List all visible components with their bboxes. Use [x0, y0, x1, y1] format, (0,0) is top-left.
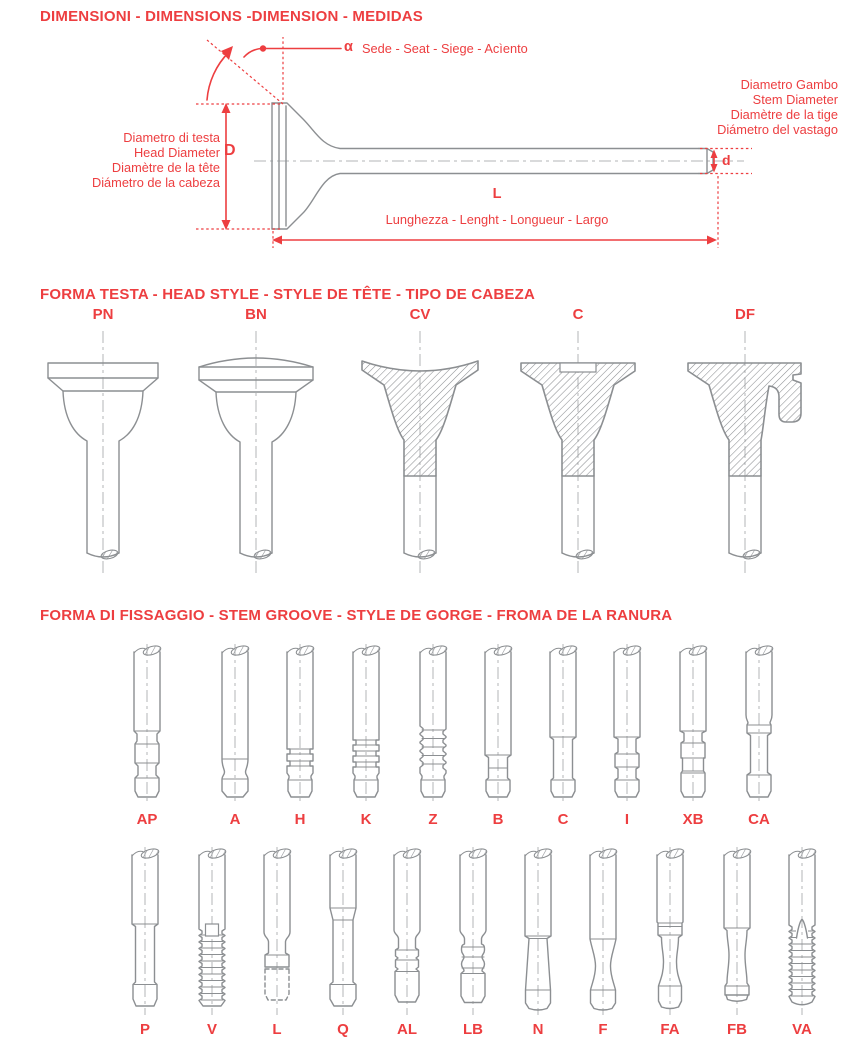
stem-groove-item-b: [470, 642, 526, 828]
head-style-item-c: [503, 306, 653, 577]
stem-groove-item-f: [575, 845, 631, 1038]
stem-groove-figure-fa: [642, 845, 698, 1017]
stem-groove-label: FB: [727, 1021, 747, 1038]
stem-groove-label: AP: [136, 811, 158, 828]
stem-diameter-label: [598, 77, 838, 137]
head-style-label: DF: [735, 306, 755, 323]
stem-groove-label: K: [360, 811, 372, 828]
stem-groove-figure-ca: [731, 642, 787, 807]
head-style-item-bn: [181, 306, 331, 577]
stem-diameter-line-1: Diametro Gambo: [740, 77, 838, 92]
head-style-figure-cv: [345, 325, 495, 577]
stem-groove-label: Z: [428, 811, 438, 828]
stem-groove-label: H: [294, 811, 306, 828]
stem-groove-label: F: [598, 1021, 608, 1038]
stem-diameter-line-2: Stem Diameter: [752, 92, 838, 107]
length-label: Lunghezza - Lenght - Longueur - Largo: [385, 212, 609, 227]
head-diameter-line-2: Head Diameter: [133, 145, 220, 160]
stem-groove-figure-ap: [119, 642, 175, 807]
stem-groove-figure-va: [774, 845, 830, 1017]
stem-groove-figure-c: [535, 642, 591, 807]
head-style-label: C: [572, 306, 584, 323]
stem-groove-figure-i: [599, 642, 655, 807]
head-styles-section-title: FORMA TESTA - HEAD STYLE - STYLE DE TÊTE - TIPO DE CABEZA: [40, 286, 536, 303]
stem-groove-item-h: [272, 642, 328, 828]
stem-groove-figure-p: [117, 845, 173, 1017]
head-diameter-label: [18, 130, 220, 190]
seat-label: Sede - Seat - Siege - Acìento: [362, 41, 528, 56]
stem-groove-label: XB: [682, 811, 704, 828]
stem-groove-figure-b: [470, 642, 526, 807]
stem-groove-label: CA: [748, 811, 770, 828]
stem-groove-label: A: [229, 811, 241, 828]
stem-groove-item-c: [535, 642, 591, 828]
stem-groove-item-p: [117, 845, 173, 1038]
stem-groove-figure-f: [575, 845, 631, 1017]
stem-groove-item-i: [599, 642, 655, 828]
stem-groove-figure-xb: [665, 642, 721, 807]
stem-groove-label: Q: [337, 1021, 349, 1038]
head-style-figure-pn: [28, 325, 178, 577]
head-style-item-pn: [28, 306, 178, 577]
stem-groove-label: FA: [660, 1021, 680, 1038]
head-style-figure-c: [503, 325, 653, 577]
stem-groove-label: N: [532, 1021, 544, 1038]
stem-groove-label: B: [492, 811, 504, 828]
dimensions-section-title: DIMENSIONI - DIMENSIONS -DIMENSION - MEDIDAS: [40, 8, 423, 25]
head-style-label: CV: [409, 306, 431, 323]
head-style-item-cv: [345, 306, 495, 577]
stem-groove-item-ap: [119, 642, 175, 828]
stem-groove-item-va: [774, 845, 830, 1038]
stem-groove-label: VA: [792, 1021, 812, 1038]
stem-groove-item-fb: [709, 845, 765, 1038]
stem-groove-label: L: [272, 1021, 282, 1038]
head-style-item-df: [670, 306, 820, 577]
stem-groove-item-a: [207, 642, 263, 828]
stem-groove-figure-l: [249, 845, 305, 1017]
stem-groove-item-xb: [665, 642, 721, 828]
stem-groove-label: C: [557, 811, 569, 828]
stem-groove-figure-n: [510, 845, 566, 1017]
stem-groove-figure-a: [207, 642, 263, 807]
stem-groove-item-k: [338, 642, 394, 828]
stem-groove-item-z: [405, 642, 461, 828]
length-symbol: L: [492, 186, 502, 202]
stem-groove-figure-k: [338, 642, 394, 807]
stem-diameter-symbol: d: [722, 152, 731, 168]
stem-groove-label: I: [624, 811, 630, 828]
stem-groove-item-n: [510, 845, 566, 1038]
stem-groove-figure-h: [272, 642, 328, 807]
stem-groove-item-q: [315, 845, 371, 1038]
stem-groove-figure-q: [315, 845, 371, 1017]
stem-groove-figure-fb: [709, 845, 765, 1017]
stem-groove-item-fa: [642, 845, 698, 1038]
seat-angle-symbol: α: [344, 39, 353, 55]
head-diameter-symbol: D: [224, 142, 236, 159]
head-diameter-line-4: Diámetro de la cabeza: [91, 175, 220, 190]
head-style-label: PN: [92, 306, 114, 323]
stem-grooves-section-title: FORMA DI FISSAGGIO - STEM GROOVE - STYLE DE GORGE - FROMA DE LA RANURA: [40, 607, 673, 624]
stem-groove-label: AL: [397, 1021, 417, 1038]
stem-diameter-line-4: Diámetro del vastago: [717, 122, 838, 137]
stem-groove-item-l: [249, 845, 305, 1038]
stem-groove-figure-z: [405, 642, 461, 807]
head-diameter-line-1: Diametro di testa: [123, 130, 220, 145]
stem-groove-item-lb: [445, 845, 501, 1038]
head-style-label: BN: [245, 306, 267, 323]
stem-groove-label: V: [206, 1021, 217, 1038]
stem-groove-label: LB: [463, 1021, 483, 1038]
stem-diameter-line-3: Diamètre de la tige: [730, 107, 838, 122]
head-style-figure-bn: [181, 325, 331, 577]
stem-groove-item-v: [184, 845, 240, 1038]
head-diameter-line-3: Diamètre de la tête: [111, 160, 220, 175]
stem-groove-figure-al: [379, 845, 435, 1017]
head-style-figure-df: [670, 325, 820, 577]
stem-groove-label: P: [139, 1021, 150, 1038]
stem-groove-figure-v: [184, 845, 240, 1017]
stem-groove-figure-lb: [445, 845, 501, 1017]
stem-groove-item-al: [379, 845, 435, 1038]
stem-groove-item-ca: [731, 642, 787, 828]
